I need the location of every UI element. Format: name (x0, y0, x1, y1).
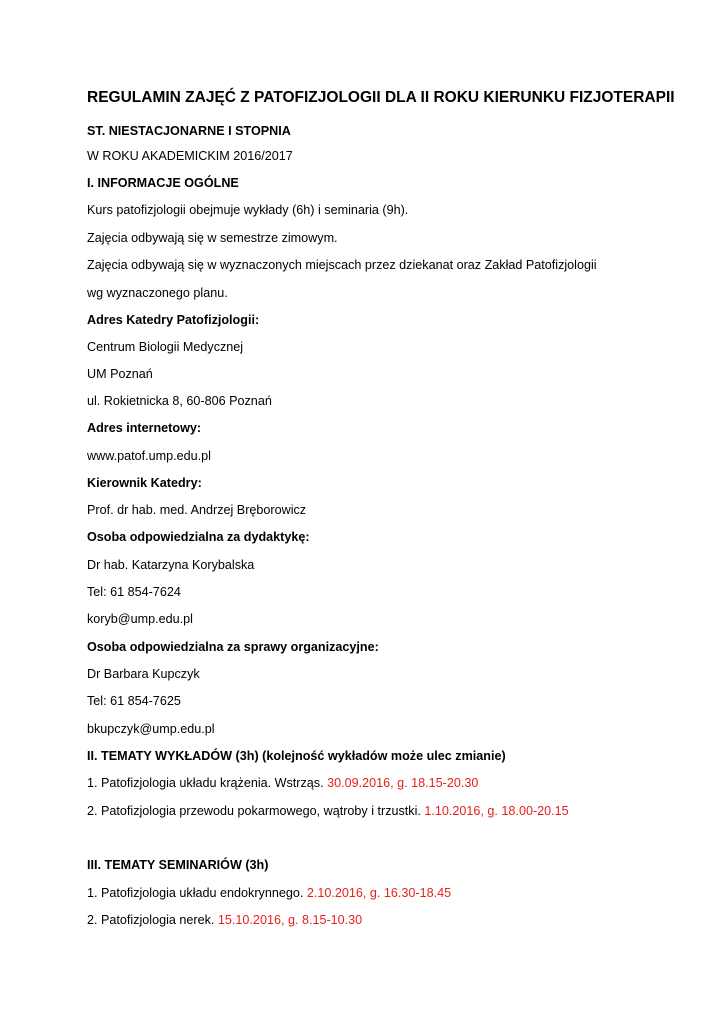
organization-contact-phone: Tel: 61 854-7625 (87, 694, 181, 708)
document-title: REGULAMIN ZAJĘĆ Z PATOFIZJOLOGII DLA II ROKU KIERUNKU FIZJOTERAPII (87, 89, 675, 106)
section-lectures-heading: II. TEMATY WYKŁADÓW (3h) (kolejność wykładów może ulec zmianie) (87, 749, 506, 763)
seminar-date: 2.10.2016, g. 16.30-18.45 (306, 886, 452, 900)
section-general-heading: I. INFORMACJE OGÓLNE (87, 176, 239, 190)
address-line-1: Centrum Biologii Medycznej (87, 340, 244, 354)
address-line-3: ul. Rokietnicka 8, 60-806 Poznań (87, 394, 272, 408)
general-paragraph-2: Zajęcia odbywają się w semestrze zimowym. (87, 231, 338, 245)
lecture-topic: 1. Patofizjologia układu krążenia. Wstrząs. (87, 776, 328, 790)
head-of-department-label: Kierownik Katedry: (87, 476, 202, 490)
section-seminars-heading: III. TEMATY SEMINARIÓW (3h) (87, 858, 269, 872)
lecture-item (87, 803, 569, 819)
document-subtitle: ST. NIESTACJONARNE I STOPNIA (87, 124, 291, 138)
didactics-contact-label: Osoba odpowiedzialna za dydaktykę: (87, 530, 310, 544)
general-paragraph-1: Kurs patofizjologii obejmuje wykłady (6h) i seminaria (9h). (87, 203, 409, 217)
organization-contact-email[interactable]: bkupczyk@ump.edu.pl (87, 722, 215, 736)
didactics-contact-email[interactable]: koryb@ump.edu.pl (87, 612, 193, 626)
lecture-topic: 2. Patofizjologia przewodu pokarmowego, wątroby i trzustki. (87, 804, 425, 818)
address-line-2: UM Poznań (87, 367, 153, 381)
lecture-date: 30.09.2016, g. 18.15-20.30 (327, 776, 479, 790)
web-address-link[interactable]: www.patof.ump.edu.pl (87, 449, 211, 463)
seminar-item (87, 912, 362, 928)
seminar-date: 15.10.2016, g. 8.15-10.30 (217, 913, 363, 927)
seminar-item (87, 885, 451, 901)
organization-contact-label: Osoba odpowiedzialna za sprawy organizacyjne: (87, 640, 379, 654)
seminar-topic: 2. Patofizjologia nerek. (87, 913, 218, 927)
seminar-topic: 1. Patofizjologia układu endokrynnego. (87, 886, 307, 900)
lecture-item (87, 775, 478, 791)
organization-contact-name: Dr Barbara Kupczyk (87, 667, 200, 681)
academic-year: W ROKU AKADEMICKIM 2016/2017 (87, 149, 293, 163)
didactics-contact-phone: Tel: 61 854-7624 (87, 585, 181, 599)
web-address-label: Adres internetowy: (87, 421, 202, 435)
didactics-contact-name: Dr hab. Katarzyna Korybalska (87, 558, 255, 572)
general-paragraph-3: Zajęcia odbywają się w wyznaczonych miejscach przez dziekanat oraz Zakład Patofizjologii (87, 258, 597, 272)
lecture-date: 1.10.2016, g. 18.00-20.15 (424, 804, 569, 818)
head-of-department-name: Prof. dr hab. med. Andrzej Bręborowicz (87, 503, 307, 517)
general-paragraph-4: wg wyznaczonego planu. (87, 286, 228, 300)
address-label: Adres Katedry Patofizjologii: (87, 313, 260, 327)
